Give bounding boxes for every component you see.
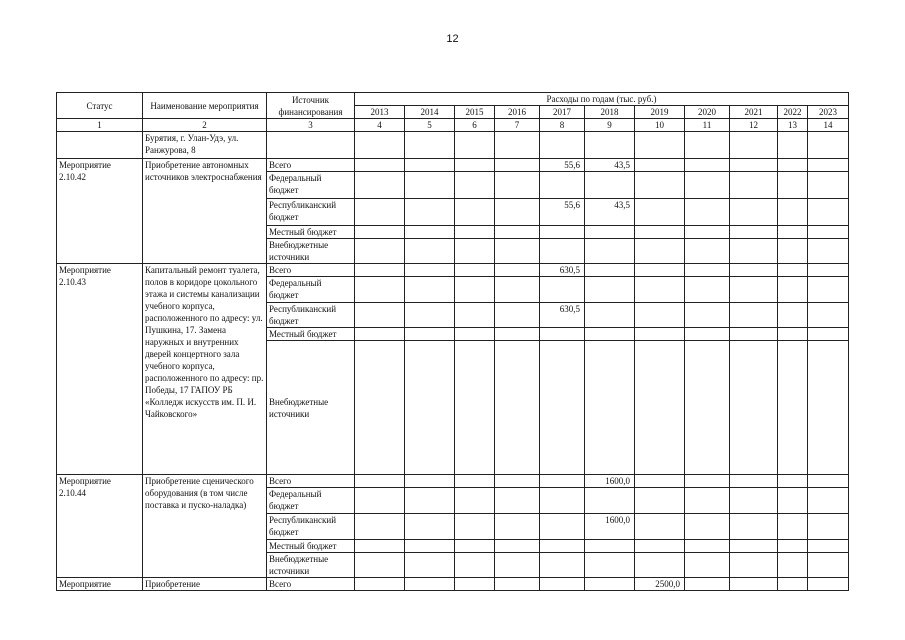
header-year-2015: 2015 bbox=[455, 106, 495, 119]
expense-value bbox=[778, 514, 808, 540]
expense-value bbox=[808, 514, 849, 540]
expense-value bbox=[730, 553, 778, 578]
expense-value bbox=[778, 328, 808, 341]
expense-value bbox=[730, 328, 778, 341]
funding-source: Федеральный бюджет bbox=[267, 488, 355, 514]
expense-value bbox=[685, 239, 730, 264]
expense-value bbox=[778, 303, 808, 328]
expense-value bbox=[495, 277, 540, 303]
event-name: Капитальный ремонт туалета, полов в коридоре цокольного этажа и системы канализации учебного корпуса, расположенного по адресу: ул. Пушкина, 17. Замена наружных и внутренних дверей концертного зала учебного корпуса, расположенного по адресу: пр. Победы, 17 ГАПОУ РБ «Колледж искусств им. П. И. Чайковского» bbox=[143, 264, 267, 475]
header-year-2021: 2021 bbox=[730, 106, 778, 119]
funding-source: Всего bbox=[267, 475, 355, 488]
expense-value bbox=[730, 159, 778, 172]
column-number: 3 bbox=[267, 119, 355, 132]
expense-value bbox=[455, 578, 495, 591]
event-name: Приобретение автономных источников электроснабжения bbox=[143, 159, 267, 264]
expense-value bbox=[635, 553, 685, 578]
expense-value bbox=[405, 341, 455, 475]
column-number: 9 bbox=[585, 119, 635, 132]
expense-value bbox=[455, 553, 495, 578]
expense-value bbox=[455, 540, 495, 553]
expense-value bbox=[355, 172, 405, 199]
expense-value bbox=[685, 264, 730, 277]
expense-value bbox=[405, 159, 455, 172]
expense-value bbox=[540, 488, 585, 514]
expense-value bbox=[355, 239, 405, 264]
expense-value bbox=[405, 553, 455, 578]
expense-value bbox=[808, 172, 849, 199]
expense-value bbox=[455, 226, 495, 239]
expense-value bbox=[355, 226, 405, 239]
funding-source: Всего bbox=[267, 264, 355, 277]
event-status: Мероприятие 2.10.44 bbox=[57, 475, 143, 578]
expense-value bbox=[455, 172, 495, 199]
event-status: Мероприятие 2.10.43 bbox=[57, 264, 143, 475]
expense-value bbox=[455, 159, 495, 172]
expense-value bbox=[730, 172, 778, 199]
expense-value bbox=[778, 578, 808, 591]
expense-value bbox=[355, 553, 405, 578]
expense-value bbox=[685, 199, 730, 226]
expense-value bbox=[405, 264, 455, 277]
expense-value bbox=[355, 488, 405, 514]
funding-source: Республиканский бюджет bbox=[267, 303, 355, 328]
expense-value bbox=[730, 226, 778, 239]
expense-value bbox=[540, 341, 585, 475]
header-year-2020: 2020 bbox=[685, 106, 730, 119]
expense-value bbox=[355, 159, 405, 172]
expense-value bbox=[540, 553, 585, 578]
expense-value bbox=[730, 341, 778, 475]
expense-value bbox=[808, 488, 849, 514]
expense-value bbox=[455, 199, 495, 226]
expense-value bbox=[495, 341, 540, 475]
expense-value bbox=[495, 328, 540, 341]
expense-value bbox=[455, 341, 495, 475]
expense-value bbox=[495, 553, 540, 578]
expense-value bbox=[585, 553, 635, 578]
expense-value bbox=[808, 578, 849, 591]
expense-value bbox=[778, 540, 808, 553]
funding-source: Местный бюджет bbox=[267, 226, 355, 239]
expense-value bbox=[808, 226, 849, 239]
expense-value bbox=[455, 475, 495, 488]
expense-value bbox=[355, 540, 405, 553]
funding-source: Всего bbox=[267, 578, 355, 591]
expense-value bbox=[808, 264, 849, 277]
expense-value bbox=[778, 239, 808, 264]
header-year-2013: 2013 bbox=[355, 106, 405, 119]
column-number: 5 bbox=[405, 119, 455, 132]
continuation-status-cell bbox=[57, 132, 143, 159]
expense-value bbox=[455, 239, 495, 264]
expense-value bbox=[495, 475, 540, 488]
expense-value: 43,5 bbox=[585, 159, 635, 172]
expense-value bbox=[405, 514, 455, 540]
expense-value bbox=[495, 159, 540, 172]
expense-value bbox=[585, 578, 635, 591]
expense-value bbox=[685, 226, 730, 239]
column-number: 1 bbox=[57, 119, 143, 132]
expense-value bbox=[540, 540, 585, 553]
expense-value bbox=[635, 488, 685, 514]
funding-source: Местный бюджет bbox=[267, 328, 355, 341]
expense-value: 55,6 bbox=[540, 159, 585, 172]
column-number: 6 bbox=[455, 119, 495, 132]
expense-value bbox=[685, 328, 730, 341]
funding-source: Республиканский бюджет bbox=[267, 514, 355, 540]
expense-value bbox=[635, 514, 685, 540]
expense-value bbox=[495, 226, 540, 239]
expense-value: 1600,0 bbox=[585, 475, 635, 488]
expense-value: 2500,0 bbox=[635, 578, 685, 591]
expense-value bbox=[778, 277, 808, 303]
funding-source: Всего bbox=[267, 159, 355, 172]
expense-value bbox=[808, 199, 849, 226]
column-number: 11 bbox=[685, 119, 730, 132]
header-year-2023: 2023 bbox=[808, 106, 849, 119]
column-number: 10 bbox=[635, 119, 685, 132]
expense-value bbox=[355, 303, 405, 328]
expense-value bbox=[495, 239, 540, 264]
header-year-2017: 2017 bbox=[540, 106, 585, 119]
expense-value bbox=[635, 540, 685, 553]
expense-value bbox=[585, 303, 635, 328]
expense-value bbox=[540, 475, 585, 488]
header-year-2014: 2014 bbox=[405, 106, 455, 119]
column-number: 14 bbox=[808, 119, 849, 132]
expense-value bbox=[405, 578, 455, 591]
expense-value: 630,5 bbox=[540, 264, 585, 277]
expense-value bbox=[685, 159, 730, 172]
funding-source: Местный бюджет bbox=[267, 540, 355, 553]
expense-value bbox=[495, 488, 540, 514]
expense-value bbox=[778, 553, 808, 578]
expense-value bbox=[355, 578, 405, 591]
expense-value bbox=[685, 578, 730, 591]
expense-value bbox=[778, 264, 808, 277]
expense-value bbox=[455, 488, 495, 514]
header-year-2022: 2022 bbox=[778, 106, 808, 119]
expense-value bbox=[355, 475, 405, 488]
expense-value bbox=[585, 328, 635, 341]
expense-value bbox=[495, 514, 540, 540]
expense-value bbox=[495, 303, 540, 328]
expense-value bbox=[635, 475, 685, 488]
event-name: Приобретение bbox=[143, 578, 267, 591]
expense-value bbox=[585, 277, 635, 303]
expense-value bbox=[778, 199, 808, 226]
expense-value bbox=[635, 264, 685, 277]
expense-value bbox=[730, 239, 778, 264]
expense-value bbox=[778, 172, 808, 199]
header-year-2019: 2019 bbox=[635, 106, 685, 119]
expense-value: 43,5 bbox=[585, 199, 635, 226]
expense-value bbox=[540, 514, 585, 540]
expense-value bbox=[635, 172, 685, 199]
expense-value bbox=[730, 277, 778, 303]
expense-value bbox=[730, 264, 778, 277]
expense-value bbox=[455, 264, 495, 277]
expense-value bbox=[355, 277, 405, 303]
header-year-2018: 2018 bbox=[585, 106, 635, 119]
expense-value bbox=[635, 159, 685, 172]
expense-value bbox=[635, 199, 685, 226]
expense-value bbox=[405, 540, 455, 553]
expense-value bbox=[585, 488, 635, 514]
expense-value bbox=[540, 226, 585, 239]
expense-value: 55,6 bbox=[540, 199, 585, 226]
expense-value bbox=[685, 303, 730, 328]
expense-value bbox=[808, 239, 849, 264]
expense-value bbox=[585, 239, 635, 264]
funding-source: Внебюджетные источники bbox=[267, 553, 355, 578]
column-number: 12 bbox=[730, 119, 778, 132]
expense-value bbox=[355, 341, 405, 475]
expense-value bbox=[495, 199, 540, 226]
expense-value: 1600,0 bbox=[585, 514, 635, 540]
expense-value bbox=[585, 341, 635, 475]
header-name: Наименование мероприятия bbox=[143, 93, 267, 119]
expense-value bbox=[730, 540, 778, 553]
expense-value bbox=[808, 159, 849, 172]
expense-value bbox=[808, 328, 849, 341]
event-status: Мероприятие bbox=[57, 578, 143, 591]
expense-value bbox=[685, 277, 730, 303]
expense-value bbox=[405, 172, 455, 199]
expense-value bbox=[730, 514, 778, 540]
expense-value bbox=[635, 226, 685, 239]
expense-value bbox=[778, 475, 808, 488]
expense-value bbox=[540, 239, 585, 264]
expense-value bbox=[635, 328, 685, 341]
expense-value bbox=[540, 172, 585, 199]
expense-value bbox=[585, 264, 635, 277]
expense-value bbox=[405, 475, 455, 488]
expense-value bbox=[495, 540, 540, 553]
expense-value bbox=[540, 328, 585, 341]
expense-value bbox=[730, 488, 778, 514]
expense-value bbox=[808, 475, 849, 488]
expense-value bbox=[455, 277, 495, 303]
expense-value bbox=[685, 488, 730, 514]
expense-value bbox=[778, 341, 808, 475]
expense-value bbox=[405, 277, 455, 303]
expense-value bbox=[495, 578, 540, 591]
funding-source: Федеральный бюджет bbox=[267, 277, 355, 303]
header-status: Статус bbox=[57, 93, 143, 119]
expense-value bbox=[778, 488, 808, 514]
table-row bbox=[57, 264, 849, 277]
event-name: Приобретение сценического оборудования (в том числе поставка и пуско-наладка) bbox=[143, 475, 267, 578]
expense-value bbox=[635, 239, 685, 264]
expense-value: 630,5 bbox=[540, 303, 585, 328]
expense-value bbox=[405, 226, 455, 239]
expense-value bbox=[685, 341, 730, 475]
expense-value bbox=[808, 341, 849, 475]
column-number: 7 bbox=[495, 119, 540, 132]
header-expenses: Расходы по годам (тыс. руб.) bbox=[355, 93, 849, 106]
expense-value bbox=[685, 475, 730, 488]
expense-value bbox=[808, 553, 849, 578]
expense-value bbox=[585, 172, 635, 199]
expense-value bbox=[585, 226, 635, 239]
expense-value bbox=[808, 277, 849, 303]
funding-source: Внебюджетные источники bbox=[267, 239, 355, 264]
expense-value bbox=[355, 199, 405, 226]
expense-value bbox=[355, 264, 405, 277]
event-status: Мероприятие 2.10.42 bbox=[57, 159, 143, 264]
expense-value bbox=[405, 239, 455, 264]
expense-value bbox=[778, 226, 808, 239]
continuation-name: Бурятия, г. Улан-Удэ, ул. Ранжурова, 8 bbox=[143, 132, 267, 159]
expense-value bbox=[585, 540, 635, 553]
expense-value bbox=[405, 488, 455, 514]
table-row bbox=[57, 159, 849, 172]
expense-value bbox=[635, 277, 685, 303]
column-number: 8 bbox=[540, 119, 585, 132]
expense-value bbox=[778, 159, 808, 172]
expense-value bbox=[685, 553, 730, 578]
expense-value bbox=[685, 540, 730, 553]
expense-value bbox=[355, 514, 405, 540]
expense-value bbox=[808, 303, 849, 328]
expense-value bbox=[730, 303, 778, 328]
expense-value bbox=[730, 578, 778, 591]
expenses-table bbox=[56, 92, 849, 591]
table-row bbox=[57, 578, 849, 591]
expense-value bbox=[405, 328, 455, 341]
expense-value bbox=[685, 514, 730, 540]
expense-value bbox=[495, 264, 540, 277]
expense-value bbox=[495, 172, 540, 199]
expense-value bbox=[635, 341, 685, 475]
expense-value bbox=[455, 303, 495, 328]
expense-value bbox=[635, 303, 685, 328]
table-row bbox=[57, 475, 849, 488]
expense-value bbox=[540, 277, 585, 303]
funding-source: Федеральный бюджет bbox=[267, 172, 355, 199]
expense-value bbox=[455, 514, 495, 540]
expense-value bbox=[405, 199, 455, 226]
expense-value bbox=[455, 328, 495, 341]
expense-value bbox=[730, 199, 778, 226]
expense-value bbox=[405, 303, 455, 328]
expense-value bbox=[730, 475, 778, 488]
column-number: 2 bbox=[143, 119, 267, 132]
page-number: 12 bbox=[446, 33, 459, 45]
column-number: 13 bbox=[778, 119, 808, 132]
expense-value bbox=[355, 328, 405, 341]
expense-value bbox=[685, 172, 730, 199]
column-number: 4 bbox=[355, 119, 405, 132]
continuation-source-cell bbox=[267, 132, 355, 159]
header-source: Источник финансирования bbox=[267, 93, 355, 119]
expense-value bbox=[540, 578, 585, 591]
funding-source: Республиканский бюджет bbox=[267, 199, 355, 226]
expense-value bbox=[808, 540, 849, 553]
header-year-2016: 2016 bbox=[495, 106, 540, 119]
funding-source: Внебюджетные источники bbox=[267, 341, 355, 475]
